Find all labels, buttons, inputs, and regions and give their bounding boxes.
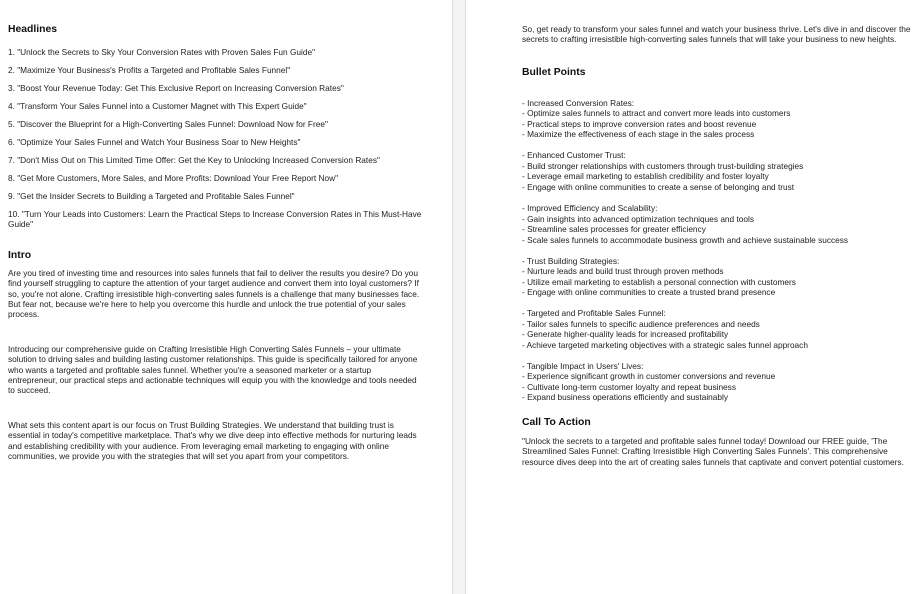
headline-item: 6. "Optimize Your Sales Funnel and Watch Your Business Soar to New Heights" (8, 137, 301, 147)
headline-item: 2. "Maximize Your Business's Profits a Targeted and Profitable Sales Funnel" (8, 65, 291, 75)
bullet-line: - Trust Building Strategies: (522, 255, 620, 266)
bullet-line: - Streamline sales processes for greater efficiency (522, 224, 706, 234)
headline-item: 4. "Transform Your Sales Funnel into a Customer Magnet with This Expert Guide" (8, 101, 307, 111)
bullet-line: - Improved Efficiency and Scalability: (522, 203, 658, 213)
bullet-line: - Leverage email marketing to establish credibility and foster loyalty (522, 171, 769, 182)
bullet-line: - Achieve targeted marketing objectives with a strategic sales funnel approach (522, 339, 808, 350)
bullet-groups (522, 98, 914, 403)
bullet-line: - Generate higher-quality leads for increased profitability (522, 329, 729, 340)
intro-paragraph: What sets this content apart is our focus on Trust Building Strategies. We understand that building trust is essential in today's competitive marketplace. That's why we dive deep into effective methods for nurturing leads and establishing credibility with your audience. From leveraging email marketing to engaging with online communities, we provide you with the strategies that will set you apart from your competitors. (8, 419, 417, 462)
bullet-group (522, 308, 914, 350)
intro-heading: Intro (8, 249, 32, 261)
bullet-line: - Utilize email marketing to establish a personal connection with customers (522, 276, 796, 287)
bullet-line: - Experience significant growth in customer conversions and revenue (522, 371, 776, 382)
bullet-group (522, 150, 914, 192)
headline-item: 8. "Get More Customers, More Sales, and More Profits: Download Your Free Report Now" (8, 173, 339, 183)
headline-item: 3. "Boost Your Revenue Today: Get This Exclusive Report on Increasing Conversion Rates" (8, 83, 344, 93)
intro-continuation: So, get ready to transform your sales funnel and watch your business thrive. Let's dive in and discover the secrets to crafting irresistible high-converting sales funnels that will take your business to new heights. (522, 24, 911, 45)
bullet-line: - Tangible Impact in Users' Lives: (522, 360, 644, 371)
headlines-heading: Headlines (8, 24, 58, 35)
bullet-group (522, 203, 914, 245)
bullet-line: - Build stronger relationships with customers through trust-building strategies (522, 160, 804, 171)
page-left (0, 0, 452, 594)
bullet-line: - Increased Conversion Rates: (522, 97, 635, 108)
bullet-group (522, 98, 914, 140)
headlines-list (8, 47, 422, 230)
call-to-action-heading: Call To Action (522, 416, 591, 428)
bullet-group (522, 256, 914, 298)
bullet-line: - Nurture leads and build trust through proven methods (522, 266, 724, 277)
bullet-line: - Optimize sales funnels to attract and convert more leads into customers (522, 108, 791, 119)
bullet-line: - Practical steps to improve conversion rates and boost revenue (522, 118, 757, 129)
bullet-line: - Gain insights into advanced optimization techniques and tools (522, 213, 754, 224)
headline-item: 5. "Discover the Blueprint for a High-Converting Sales Funnel: Download Now for Free" (8, 119, 328, 129)
bullet-line: - Maximize the effectiveness of each stage in the sales process (522, 129, 755, 140)
bullet-line: - Engage with online communities to create a trusted brand presence (522, 287, 776, 298)
headline-item: 7. "Don't Miss Out on This Limited Time Offer: Get the Key to Unlocking Increased Conversion Rates" (8, 155, 380, 165)
call-to-action-text: "Unlock the secrets to a targeted and profitable sales funnel today! Download our FREE guide, 'The Streamlined Sales Funnel: Crafting Irresistible High Converting Sales Funnels'. This comprehensive resource dives deep into the art of creating sales funnels that captivate and convert potential customers. (522, 435, 904, 467)
bullet-line: - Engage with online communities to create a sense of belonging and trust (522, 181, 795, 192)
bullet-points-heading: Bullet Points (522, 66, 586, 78)
headline-item: 1. "Unlock the Secrets to Sky Your Conversion Rates with Proven Sales Fun Guide" (8, 47, 316, 57)
intro-paragraph: Introducing our comprehensive guide on Crafting Irresistible High Converting Sales Funnels – your ultimate solution to driving sales and building lasting customer relationships. This guide is specifically tailored for anyone who wants a targeted and profitable sales funnel. Whether you're a seasoned marketer or a startup entrepreneur, our practical steps and actionable techniques will equip you with the knowledge and tools needed to succeed. (8, 343, 418, 396)
bullet-line: - Tailor sales funnels to specific audience preferences and needs (522, 318, 760, 329)
headline-item: 9. "Get the Insider Secrets to Building a Targeted and Profitable Sales Funnel" (8, 191, 295, 201)
bullet-line: - Targeted and Profitable Sales Funnel: (522, 308, 666, 319)
headline-item: 10. "Turn Your Leads into Customers: Learn the Practical Steps to Increase Conversion Rates in This Must-Have Guide" (8, 209, 422, 230)
bullet-group (522, 361, 914, 403)
bullet-line: - Cultivate long-term customer loyalty and repeat business (522, 381, 736, 392)
bullet-line: - Scale sales funnels to accommodate business growth and achieve sustainable success (522, 234, 849, 245)
page-divider (452, 0, 466, 594)
bullet-line: - Expand business operations efficiently and sustainably (522, 392, 729, 403)
intro-paragraph: Are you tired of investing time and resources into sales funnels that fail to deliver the results you desire? Do you find yourself struggling to capture the attention of your target audience and convert them into loyal customers? If so, you're not alone. Crafting irresistible high-converting sales funnels is a challenge that many businesses face. But fear not, because we're here to help you overcome this hurdle and unlock the true potential of your sales process. (8, 267, 420, 320)
page-right (466, 0, 924, 594)
bullet-line: - Enhanced Customer Trust: (522, 150, 626, 161)
